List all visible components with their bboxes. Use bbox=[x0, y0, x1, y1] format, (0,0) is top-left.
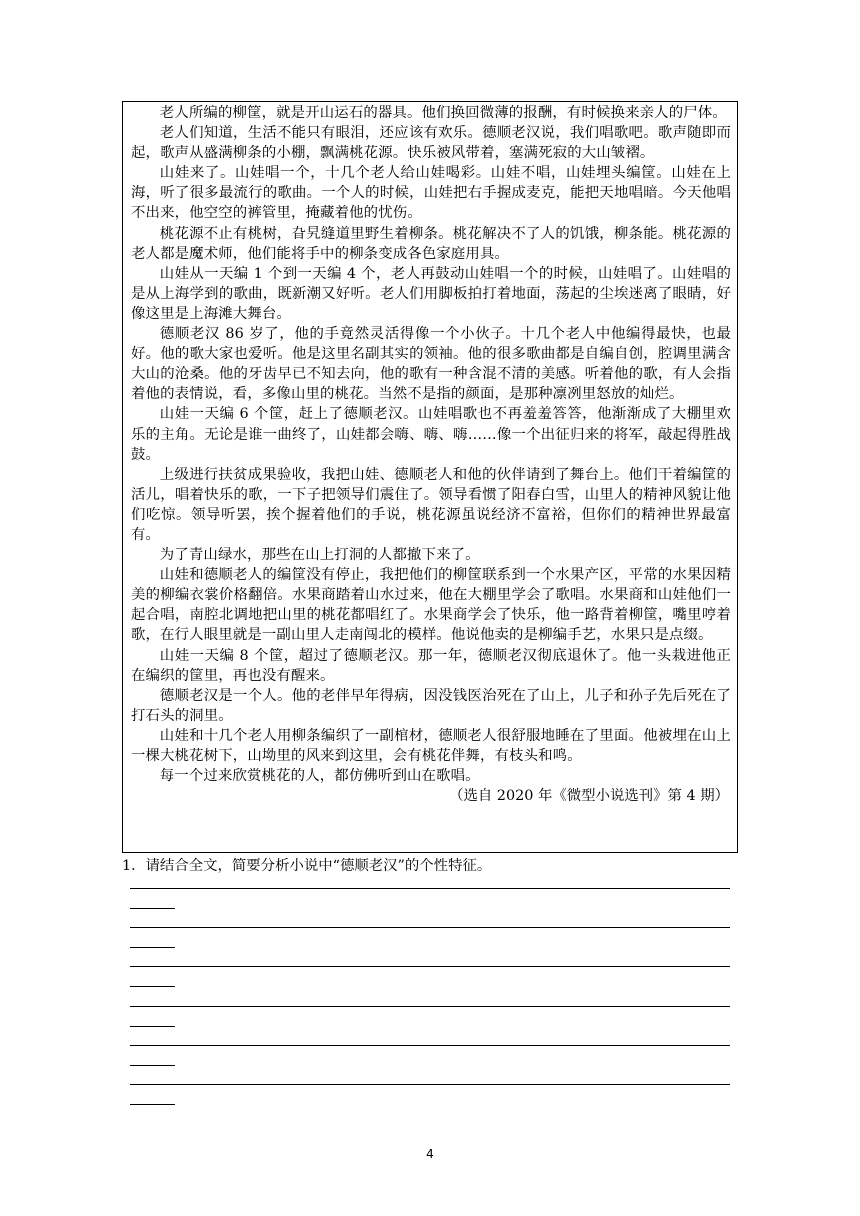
answer-line[interactable] bbox=[130, 927, 730, 966]
passage-paragraph: 山娃一天编 8 个筐，超过了德顺老汉。那一年，德顺老汉彻底退休了。他一头栽进他正在编织的筐里，再也没有醒来。 bbox=[131, 647, 731, 684]
page-number: 4 bbox=[426, 1147, 434, 1161]
passage-paragraph: 桃花源不止有桃树，旮旯缝道里野生着柳条。桃花解决不了人的饥饿，柳条能。桃花源的老人都是魔术师，他们能将手中的柳条变成各色家庭用具。 bbox=[131, 225, 731, 262]
passage-paragraph: 老人所编的柳筐，就是开山运石的器具。他们换回微薄的报酬，有时候换来亲人的尸体。 bbox=[159, 105, 727, 121]
passage-paragraph: 山娃来了。山娃唱一个，十几个老人给山娃喝彩。山娃不唱，山娃埋头编筐。山娃在上海，听了很多最流行的歌曲。一个人的时候，山娃把右手握成麦克，能把天地唱暗。今天他唱不出来，他空空的裤管里，掩藏着他的忧伤。 bbox=[131, 165, 731, 222]
answer-line[interactable] bbox=[130, 888, 730, 927]
passage-paragraph: 德顺老汉是一个人。他的老伴早年得病，因没钱医治死在了山上，儿子和孙子先后死在了打石头的洞里。 bbox=[131, 687, 731, 724]
answer-line[interactable] bbox=[130, 1045, 730, 1084]
answer-line[interactable] bbox=[130, 1084, 730, 1123]
passage-paragraph: 山娃从一天编 1 个到一天编 4 个，老人再鼓动山娃唱一个的时候，山娃唱了。山娃唱的是从上海学到的歌曲，既新潮又好听。老人们用脚板拍打着地面，荡起的尘埃迷离了眼睛，好像这里是上海滩大舞台。 bbox=[131, 265, 731, 322]
passage-paragraph: 山娃和十几个老人用柳条编织了一副棺材，德顺老人很舒服地睡在了里面。他被埋在山上一棵大桃花树下，山坳里的风来到这里，会有桃花伴舞，有枝头和鸣。 bbox=[131, 727, 731, 764]
passage-paragraph: 德顺老汉 86 岁了，他的手竟然灵活得像一个小伙子。十几个老人中他编得最快，也最好。他的歌大家也爱听。他是这里名副其实的领袖。他的很多歌曲都是自编自创，腔调里满含大山的沧桑。他的牙齿早已不知去向，他的歌有一种含混不清的美感。听着他的歌，有人会指着他的表情说，看，多像山里的桃花。当然不是指的颜面，是那种凛冽里怒放的灿烂。 bbox=[131, 326, 731, 403]
question-1: 1．请结合全文，简要分析小说中“德顺老汉”的个性特征。 bbox=[122, 858, 492, 874]
passage-source: （选自 2020 年《微型小说选刊》第 4 期） bbox=[449, 788, 729, 805]
passage-box bbox=[122, 101, 738, 853]
passage-paragraph: 每一个过来欣赏桃花的人，都仿佛听到山在歌唱。 bbox=[159, 768, 480, 785]
passage-paragraph: 老人们知道，生活不能只有眼泪，还应该有欢乐。德顺老汉说，我们唱歌吧。歌声随即而起，歌声从盛满柳条的小棚，飘满桃花源。快乐被风带着，塞满死寂的大山皱褶。 bbox=[131, 125, 731, 162]
answer-line[interactable] bbox=[130, 1006, 730, 1045]
answer-line[interactable] bbox=[130, 966, 730, 1005]
answer-area[interactable] bbox=[130, 888, 730, 1123]
passage-paragraph: 山娃一天编 6 个筐，赶上了德顺老汉。山娃唱歌也不再羞羞答答，他渐渐成了大棚里欢乐的主角。无论是谁一曲终了，山娃都会嗨、嗨、嗨……像一个出征归来的将军，敲起得胜战鼓。 bbox=[131, 406, 731, 463]
passage-paragraph: 为了青山绿水，那些在山上打洞的人都撤下来了。 bbox=[159, 547, 480, 564]
passage-paragraph: 山娃和德顺老人的编筐没有停止，我把他们的柳筐联系到一个水果产区，平常的水果因精美的柳编衣裳价格翻倍。水果商踏着山水过来，他在大棚里学会了歌唱。水果商和山娃他们一起合唱，南腔北调地把山里的桃花都唱红了。水果商学会了快乐，他一路背着柳筐，嘴里哼着歌，在行人眼里就是一副山里人走南闯北的模样。他说他卖的是柳编手艺，水果只是点缀。 bbox=[131, 567, 731, 644]
passage-paragraph: 上级进行扶贫成果验收，我把山娃、德顺老人和他的伙伴请到了舞台上。他们干着编筐的活儿，唱着快乐的歌，一下子把领导们震住了。领导看惯了阳春白雪，山里人的精神风貌让他们吃惊。领导听罢，挨个握着他们的手说，桃花源虽说经济不富裕，但你们的精神世界最富有。 bbox=[131, 466, 731, 543]
